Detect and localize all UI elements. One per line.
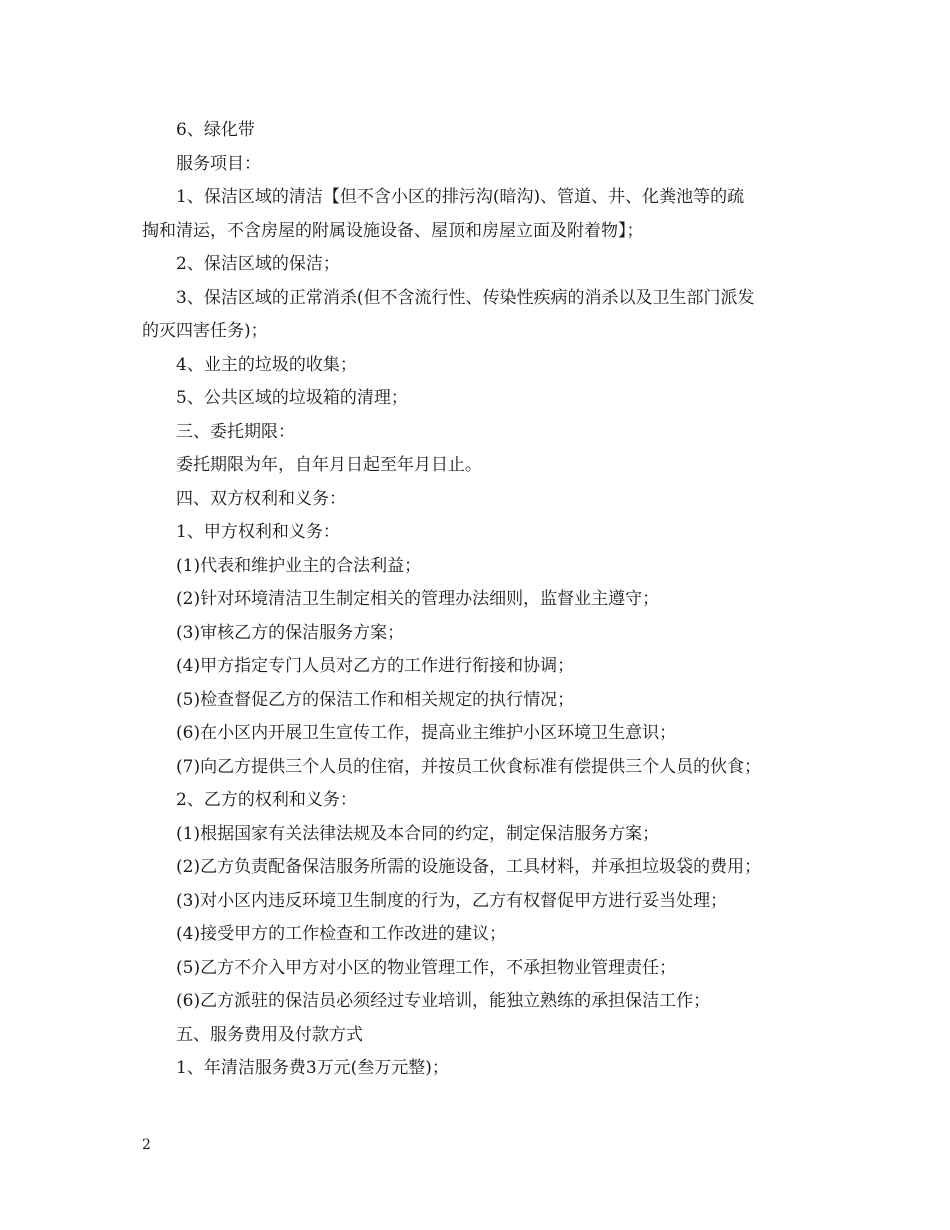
text-line: (7)向乙方提供三个人员的住宿，并按员工伙食标准有偿提供三个人员的伙食； (176, 756, 762, 777)
text-line: (5)检查督促乙方的保洁工作和相关规定的执行情况； (176, 689, 575, 710)
text-line: 5、公共区域的垃圾箱的清理； (176, 388, 408, 408)
text-line: (3)审核乙方的保洁服务方案； (176, 622, 405, 643)
text-line: (3)对小区内违反环境卫生制度的行为，乙方有权督促甲方进行妥当处理； (176, 890, 728, 911)
text-line: 服务项目： (176, 153, 261, 174)
text-line: (5)乙方不介入甲方对小区的物业管理工作，不承担物业管理责任； (176, 957, 677, 978)
text-line: 1、年清洁服务费3万元(叁万元整)； (176, 1058, 449, 1078)
document-body (142, 114, 818, 1086)
text-line: (4)接受甲方的工作检查和工作改进的建议； (176, 924, 507, 944)
text-line: (6)在小区内开展卫生宣传工作，提高业主维护小区环境卫生意识； (176, 723, 677, 743)
text-line: (2)针对环境清洁卫生制定相关的管理办法细则，监督业主遵守； (176, 589, 660, 609)
text-line: 三、委托期限： (176, 421, 295, 442)
text-line: 3、保洁区域的正常消杀(但不含流行性、传染性疾病的消杀以及卫生部门派发 (176, 287, 755, 308)
text-line: 6、绿化带 (176, 120, 255, 140)
text-line: 委托期限为年，自年月日起至年月日止。 (176, 455, 482, 475)
text-line: 五、服务费用及付款方式 (176, 1024, 363, 1045)
text-line: 四、双方权利和义务： (176, 488, 346, 509)
text-line: (1)代表和维护业主的合法利益； (176, 555, 422, 576)
text-line: (6)乙方派驻的保洁员必须经过专业培训，能独立熟练的承担保洁工作； (176, 991, 711, 1011)
text-line: (4)甲方指定专门人员对乙方的工作进行衔接和协调； (176, 656, 575, 676)
page-number: 2 (142, 1137, 151, 1153)
text-line: (2)乙方负责配备保洁服务所需的设施设备，工具材料，并承担垃圾袋的费用； (176, 857, 762, 877)
text-line: 1、保洁区域的清洁【但不含小区的排污沟(暗沟)、管道、井、化粪池等的疏 (176, 187, 745, 207)
text-line: 1、甲方权利和义务： (176, 522, 340, 542)
text-line: 4、业主的垃圾的收集； (176, 354, 357, 375)
text-line: 2、保洁区域的保洁； (176, 254, 340, 274)
text-line: 掏和清运，不含房屋的附属设施设备、屋顶和房屋立面及附着物】； (142, 220, 644, 241)
text-line: (1)根据国家有关法律法规及本合同的约定，制定保洁服务方案； (176, 823, 660, 844)
text-line: 的灭四害任务)； (142, 321, 268, 341)
text-line: 2、乙方的权利和义务： (176, 790, 357, 810)
